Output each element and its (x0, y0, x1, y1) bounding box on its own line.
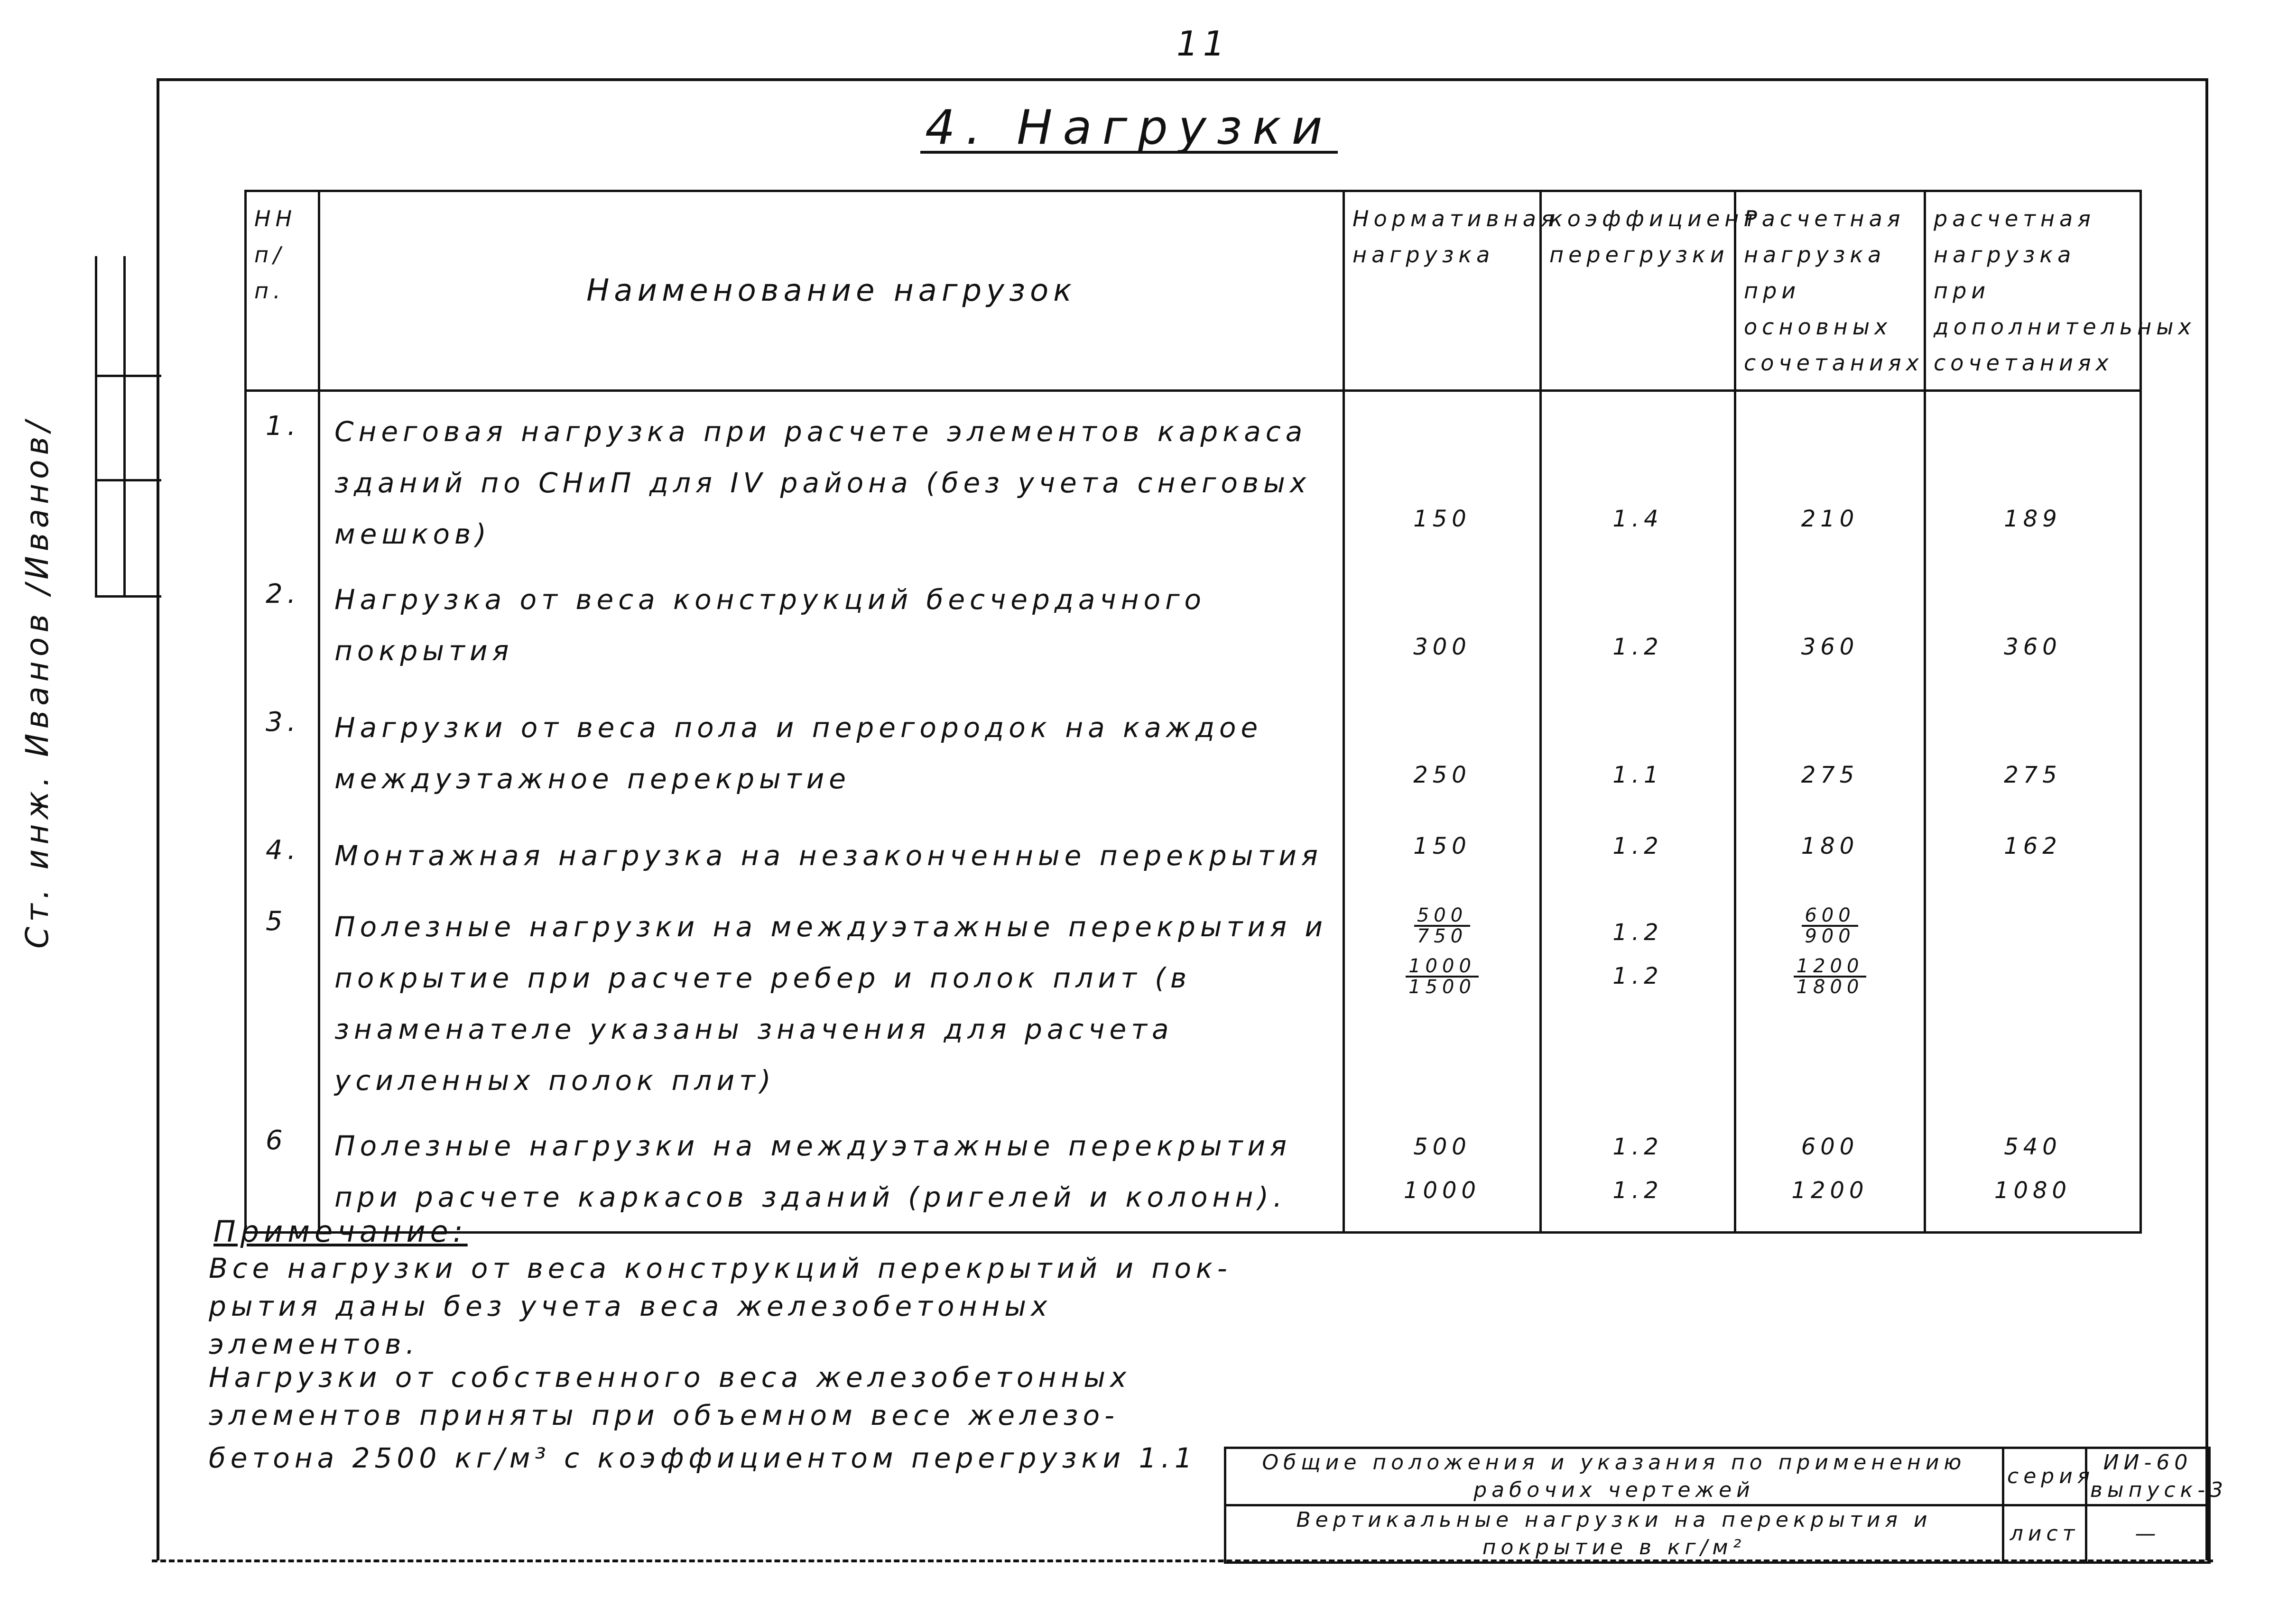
fraction-top: 500 (1414, 906, 1470, 927)
side-stamp-lines (95, 256, 161, 598)
row-num: 1. (246, 391, 319, 560)
fraction-bottom: 1500 (1408, 976, 1476, 998)
row-normative (1344, 1106, 1541, 1233)
coef-a: 1.2 (1612, 919, 1663, 946)
table-row (246, 1106, 2141, 1233)
note-line: бетона 2500 кг/м³ с коэффициентом перегрузки 1.1 (209, 1442, 1197, 1474)
row-coefficient: 1.2 (1541, 816, 1735, 887)
note-title: Примечание: (213, 1214, 468, 1249)
row-normative: 300 (1344, 560, 1541, 688)
row-calc-main (1735, 1106, 1925, 1233)
value-a: 600 (1801, 1134, 1859, 1160)
row-normative: 150 (1344, 391, 1541, 560)
page-number: 11 (1176, 24, 1230, 64)
title-block-series-label: серия (2003, 1448, 2086, 1505)
header-normative: Нормативная нагрузка (1344, 191, 1541, 391)
row-calc-additional: 189 (1925, 391, 2141, 560)
side-signature: Ст. инж. Иванов /Иванов/ (19, 416, 56, 949)
fraction-bottom: 1800 (1796, 976, 1864, 998)
table-header-row (246, 191, 2141, 391)
note-line: элементов приняты при объемном весе железо- (209, 1399, 1120, 1431)
row-num: 2. (246, 560, 319, 688)
table-row (246, 391, 2141, 560)
row-calc-main: 275 (1735, 688, 1925, 816)
row-calc-additional (1925, 1106, 2141, 1233)
row-calc-additional: 360 (1925, 560, 2141, 688)
title-block-sheet-value: — (2086, 1505, 2210, 1563)
row-calc-main: 180 (1735, 816, 1925, 887)
row-normative: 250 (1344, 688, 1541, 816)
row-coefficient: 1.2 (1541, 560, 1735, 688)
note-line: Все нагрузки от веса конструкций перекрытий и пок- (209, 1252, 1232, 1284)
table-row (246, 688, 2141, 816)
title-block-series-value: ИИ-60 выпуск-3 (2086, 1448, 2210, 1505)
header-calc-main: Расчетная нагрузка при основных сочетаниях (1735, 191, 1925, 391)
table-row (246, 887, 2141, 1106)
header-coefficient: коэффициент перегрузки (1541, 191, 1735, 391)
row-coefficient (1541, 1106, 1735, 1233)
note-line: Нагрузки от собственного веса железобетонных (209, 1361, 1131, 1393)
title-underline (920, 151, 1338, 154)
row-name: Полезные нагрузки на междуэтажные перекрытия и покрытие при расчете ребер и полок плит (в знаменателе указаны значения для расчета усиленных полок плит) (319, 887, 1344, 1106)
row-name: Нагрузки от веса пола и перегородок на каждое междуэтажное перекрытие (319, 688, 1344, 816)
value-a: 1.2 (1612, 1134, 1663, 1160)
header-calc-additional: расчетная нагрузка при дополнительных сочетаниях (1925, 191, 2141, 391)
fraction-bottom: 750 (1417, 925, 1468, 947)
header-num: НН п/п. (246, 191, 319, 391)
row-num: 6 (246, 1106, 319, 1233)
row-coefficient: 1.4 (1541, 391, 1735, 560)
row-calc-main: 360 (1735, 560, 1925, 688)
row-calc-main (1735, 887, 1925, 1106)
row-calc-additional (1925, 887, 2141, 1106)
page-title: 4. Нагрузки (925, 100, 1333, 155)
value-b: 1.2 (1612, 1177, 1663, 1204)
note-line: элементов. (209, 1328, 419, 1360)
row-normative (1344, 887, 1541, 1106)
row-calc-main: 210 (1735, 391, 1925, 560)
row-name: Полезные нагрузки на междуэтажные перекрытия при расчете каркасов зданий (ригелей и колонн). (319, 1106, 1344, 1233)
fraction-top: 1200 (1794, 957, 1867, 978)
row-coefficient: 1.1 (1541, 688, 1735, 816)
note-line: рытия даны без учета веса железобетонных (209, 1290, 1052, 1322)
title-block-title2: Вертикальные нагрузки на перекрытия и покрытие в кг/м² (1225, 1505, 2003, 1563)
title-block-title1: Общие положения и указания по применению рабочих чертежей (1225, 1448, 2003, 1505)
row-calc-additional: 275 (1925, 688, 2141, 816)
title-block-sheet-label: лист (2003, 1505, 2086, 1563)
row-num: 3. (246, 688, 319, 816)
header-name: Наименование нагрузок (319, 191, 1344, 391)
table-row (246, 816, 2141, 887)
value-b: 1080 (1994, 1177, 2072, 1204)
loads-table (244, 190, 2196, 1234)
row-calc-additional: 162 (1925, 816, 2141, 887)
value-a: 500 (1413, 1134, 1471, 1160)
row-num: 5 (246, 887, 319, 1106)
row-normative: 150 (1344, 816, 1541, 887)
value-b: 1000 (1403, 1177, 1481, 1204)
table-row (246, 560, 2141, 688)
fraction-top: 600 (1802, 906, 1858, 927)
fraction-bottom: 900 (1805, 925, 1855, 947)
value-a: 540 (2004, 1134, 2062, 1160)
value-b: 1200 (1791, 1177, 1869, 1204)
fraction-top: 1000 (1406, 957, 1479, 978)
row-name: Снеговая нагрузка при расчете элементов каркаса зданий по СНиП для IV района (без учета снеговых мешков) (319, 391, 1344, 560)
row-num: 4. (246, 816, 319, 887)
coef-b: 1.2 (1612, 963, 1663, 989)
row-coefficient (1541, 887, 1735, 1106)
title-block (1224, 1447, 2228, 1564)
row-name: Монтажная нагрузка на незаконченные перекрытия (319, 816, 1344, 887)
row-name: Нагрузка от веса конструкций бесчердачного покрытия (319, 560, 1344, 688)
